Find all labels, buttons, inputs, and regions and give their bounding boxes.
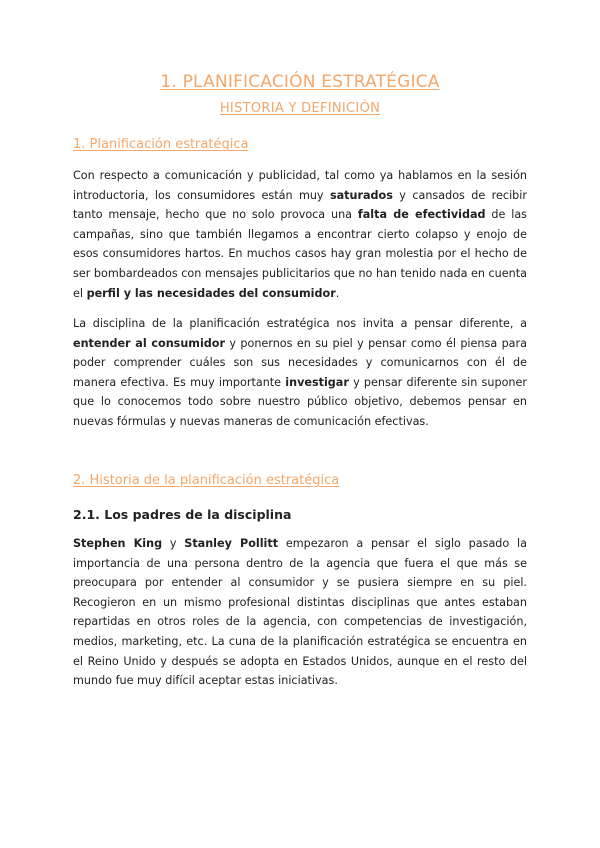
section-2-paragraph-1: Stephen King y Stanley Pollitt empezaron a pensar el siglo pasado la importancia de una persona dentro de la agencia que fuera el que más se preocupara por entender al consumidor y se pusiera siempre en su piel. Recogieron en un mismo profesional distintas disciplinas que antes estaban repartidas en otros roles de la agencia, con competencias de investigación, medios, marketing, etc. La cuna de la planificación estratégica se encuentra en el Reino Unido y después se adopta en Estados Unidos, aunque en el resto del mundo fue muy difícil aceptar estas iniciativas. [73, 537, 527, 688]
section-1-paragraph-1: Con respecto a comunicación y publicidad, tal como ya hablamos en la sesión introductoria, los consumidores están muy saturados y cansados de recibir tanto mensaje, hecho que no solo provoca una falta de efectividad de las campañas, sino que también llegamos a encontrar cierto colapso y enojo de esos consumidores hartos. En muchos casos hay gran molestia por el hecho de ser bombardeados con mensajes publicitarios que no han tenido nada en cuenta el perfil y las necesidades del consumidor. [73, 169, 528, 300]
section-1-heading: 1. Planificación estratégica [73, 137, 249, 152]
document-subtitle: HISTORIA Y DEFINICIÓN [219, 101, 381, 116]
document-title: 1. PLANIFICACIÓN ESTRATÉGICA [160, 72, 440, 92]
section-2-1-heading: 2.1. Los padres de la disciplina [73, 507, 292, 522]
section-1-paragraph-2: La disciplina de la planificación estratégica nos invita a pensar diferente, a entender al consumidor y ponernos en su piel y pensar como él piensa para poder comprender cuáles son sus necesidades y comunicarnos con él de manera efectiva. Es muy importante investigar y pensar diferente sin suponer que lo conocemos todo sobre nuestro público objetivo, debemos pensar en nuevas fórmulas y nuevas maneras de comunicación efectivas. [73, 317, 527, 428]
section-2-heading: 2. Historia de la planificación estratégica [73, 473, 340, 488]
